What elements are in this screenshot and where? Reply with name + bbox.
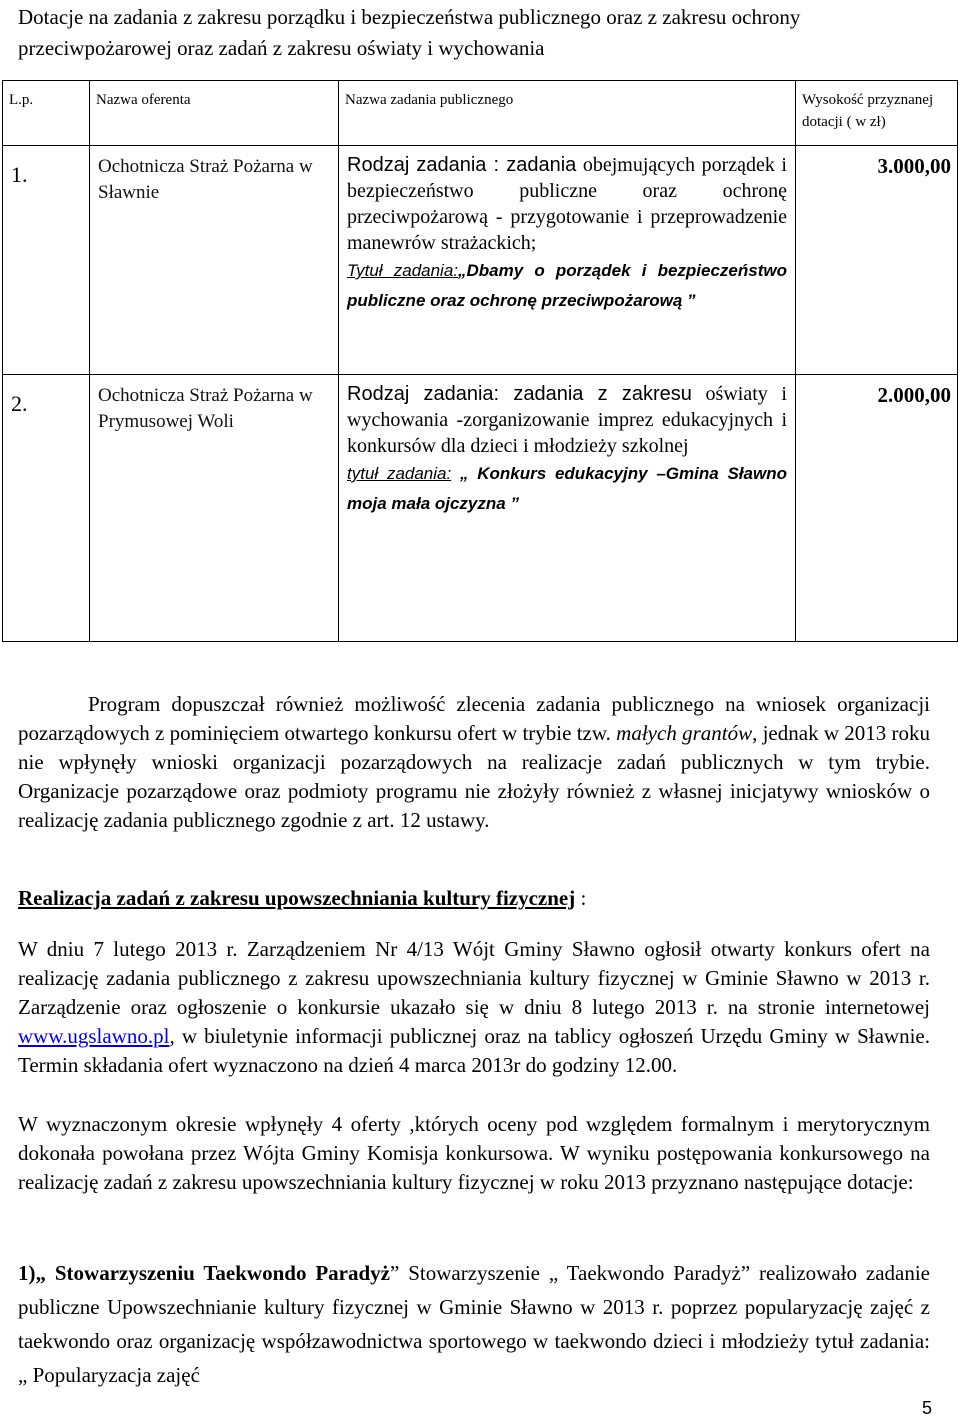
task-title: [347, 459, 787, 519]
offeror-name: Ochotnicza Straż Pożarna w Prymusowej Woli: [90, 375, 339, 642]
grant-amount: 2.000,00: [796, 375, 958, 642]
task-kind-label: Rodzaj zadania : zadania: [347, 154, 577, 176]
p4-bold: 1)„ Stowarzyszeniu Taekwondo Paradyż: [18, 1261, 390, 1285]
task-title: [347, 256, 787, 316]
header-amount: Wysokość przyznanej dotacji ( w zł): [796, 81, 958, 146]
website-link[interactable]: www.ugslawno.pl: [18, 1024, 170, 1048]
section-title-colon: :: [575, 886, 587, 910]
task-title-text: „Dbamy o porządek i bezpieczeństwo publiczne oraz ochronę przeciwpożarową ”: [347, 261, 787, 310]
p1-italic: małych grantów: [616, 721, 753, 745]
header-task: Nazwa zadania publicznego: [339, 81, 796, 146]
table-row: [3, 146, 958, 375]
task-text: obejmujących porządek i bezpieczeństwo publiczne oraz ochronę przeciwpożarową - przygotowanie i przeprowadzenie manewrów strażackich;: [347, 154, 787, 254]
paragraph-contest: [18, 935, 930, 1080]
row-number: 2.: [3, 375, 90, 642]
grant-amount: 3.000,00: [796, 146, 958, 375]
p2-text: W dniu 7 lutego 2013 r. Zarządzeniem Nr 4/13 Wójt Gminy Sławno ogłosił otwarty konkurs ofert na realizację zadania publicznego z zakresu upowszechniania kultury fizycznej w Gminie Sławno w 2013 r. Zarządzenie oraz ogłoszenie o konkursie ukazało się w dniu 8 lutego 2013 r. na stronie internetowej: [18, 937, 930, 1019]
task-text: oświaty i wychowania -zorganizowanie imprez edukacyjnych i konkursów dla dzieci i młodzieży szkolnej: [347, 383, 787, 457]
grants-table: [2, 80, 958, 642]
task-title-text: „ Konkurs edukacyjny –Gmina Sławno moja mała ojczyzna ”: [347, 464, 787, 513]
page-number: 5: [921, 1398, 932, 1418]
row-number: 1.: [3, 146, 90, 375]
section-title: [18, 886, 586, 911]
paragraph-offers: W wyznaczonym okresie wpłynęły 4 oferty ,których oceny pod względem formalnym i merytorycznym dokonała powołana przez Wójta Gminy Komisja konkursowa. W wyniku postępowania konkursowego na realizację zadań z zakresu upowszechniania kultury fizycznej w roku 2013 przyznano następujące dotacje:: [18, 1112, 930, 1194]
task-title-label: tytuł zadania:: [347, 464, 452, 483]
task-kind-label: Rodzaj zadania: zadania z zakresu: [347, 383, 692, 405]
paragraph-small-grants: [18, 690, 930, 835]
p1-text: Program dopuszczał również możliwość zlecenia zadania publicznego na wniosek organizacji pozarządowych z pominięciem otwartego konkursu ofert w trybie tzw.: [18, 692, 930, 745]
task-cell: [339, 375, 796, 642]
paragraph-taekwondo: [18, 1256, 930, 1392]
task-title-label: Tytuł zadania:: [347, 261, 459, 280]
p1-text-end: , jednak w 2013 roku nie wpłynęły wnioski organizacji pozarządowych na realizacje zadań publicznych w tym trybie. Organizacje pozarządowe oraz podmioty programu nie złożyły również z własnej inicjatywy wniosków o realizację zadania publicznego zgodnie z art. 12 ustawy.: [18, 721, 931, 832]
header-name: Nazwa oferenta: [90, 81, 339, 146]
offeror-name: Ochotnicza Straż Pożarna w Sławnie: [90, 146, 339, 375]
task-cell: [339, 146, 796, 375]
table-header-row: [3, 81, 958, 146]
p4-text: ” Stowarzyszenie „ Taekwondo Paradyż” realizowało zadanie publiczne Upowszechnianie kultury fizycznej w Gminie Sławno w 2013 r. poprzez popularyzację zajęć z taekwondo oraz organizację współzawodnictwa sportowego w taekwondo dzieci i młodzieży tytuł zadania: „ Popularyzacja zajęć: [18, 1261, 931, 1387]
table-row: [3, 375, 958, 642]
page-heading: Dotacje na zadania z zakresu porządku i bezpieczeństwa publicznego oraz z zakresu ochrony przeciwpożarowej oraz zadań z zakresu oświaty i wychowania: [18, 5, 801, 60]
header-lp: L.p.: [3, 81, 90, 146]
section-title-text: Realizacja zadań z zakresu upowszechniania kultury fizycznej: [18, 886, 576, 910]
p2-text-end: , w biuletynie informacji publicznej oraz na tablicy ogłoszeń Urzędu Gminy w Sławnie. Termin składania ofert wyznaczono na dzień 4 marca 2013r do godziny 12.00.: [18, 1024, 930, 1077]
